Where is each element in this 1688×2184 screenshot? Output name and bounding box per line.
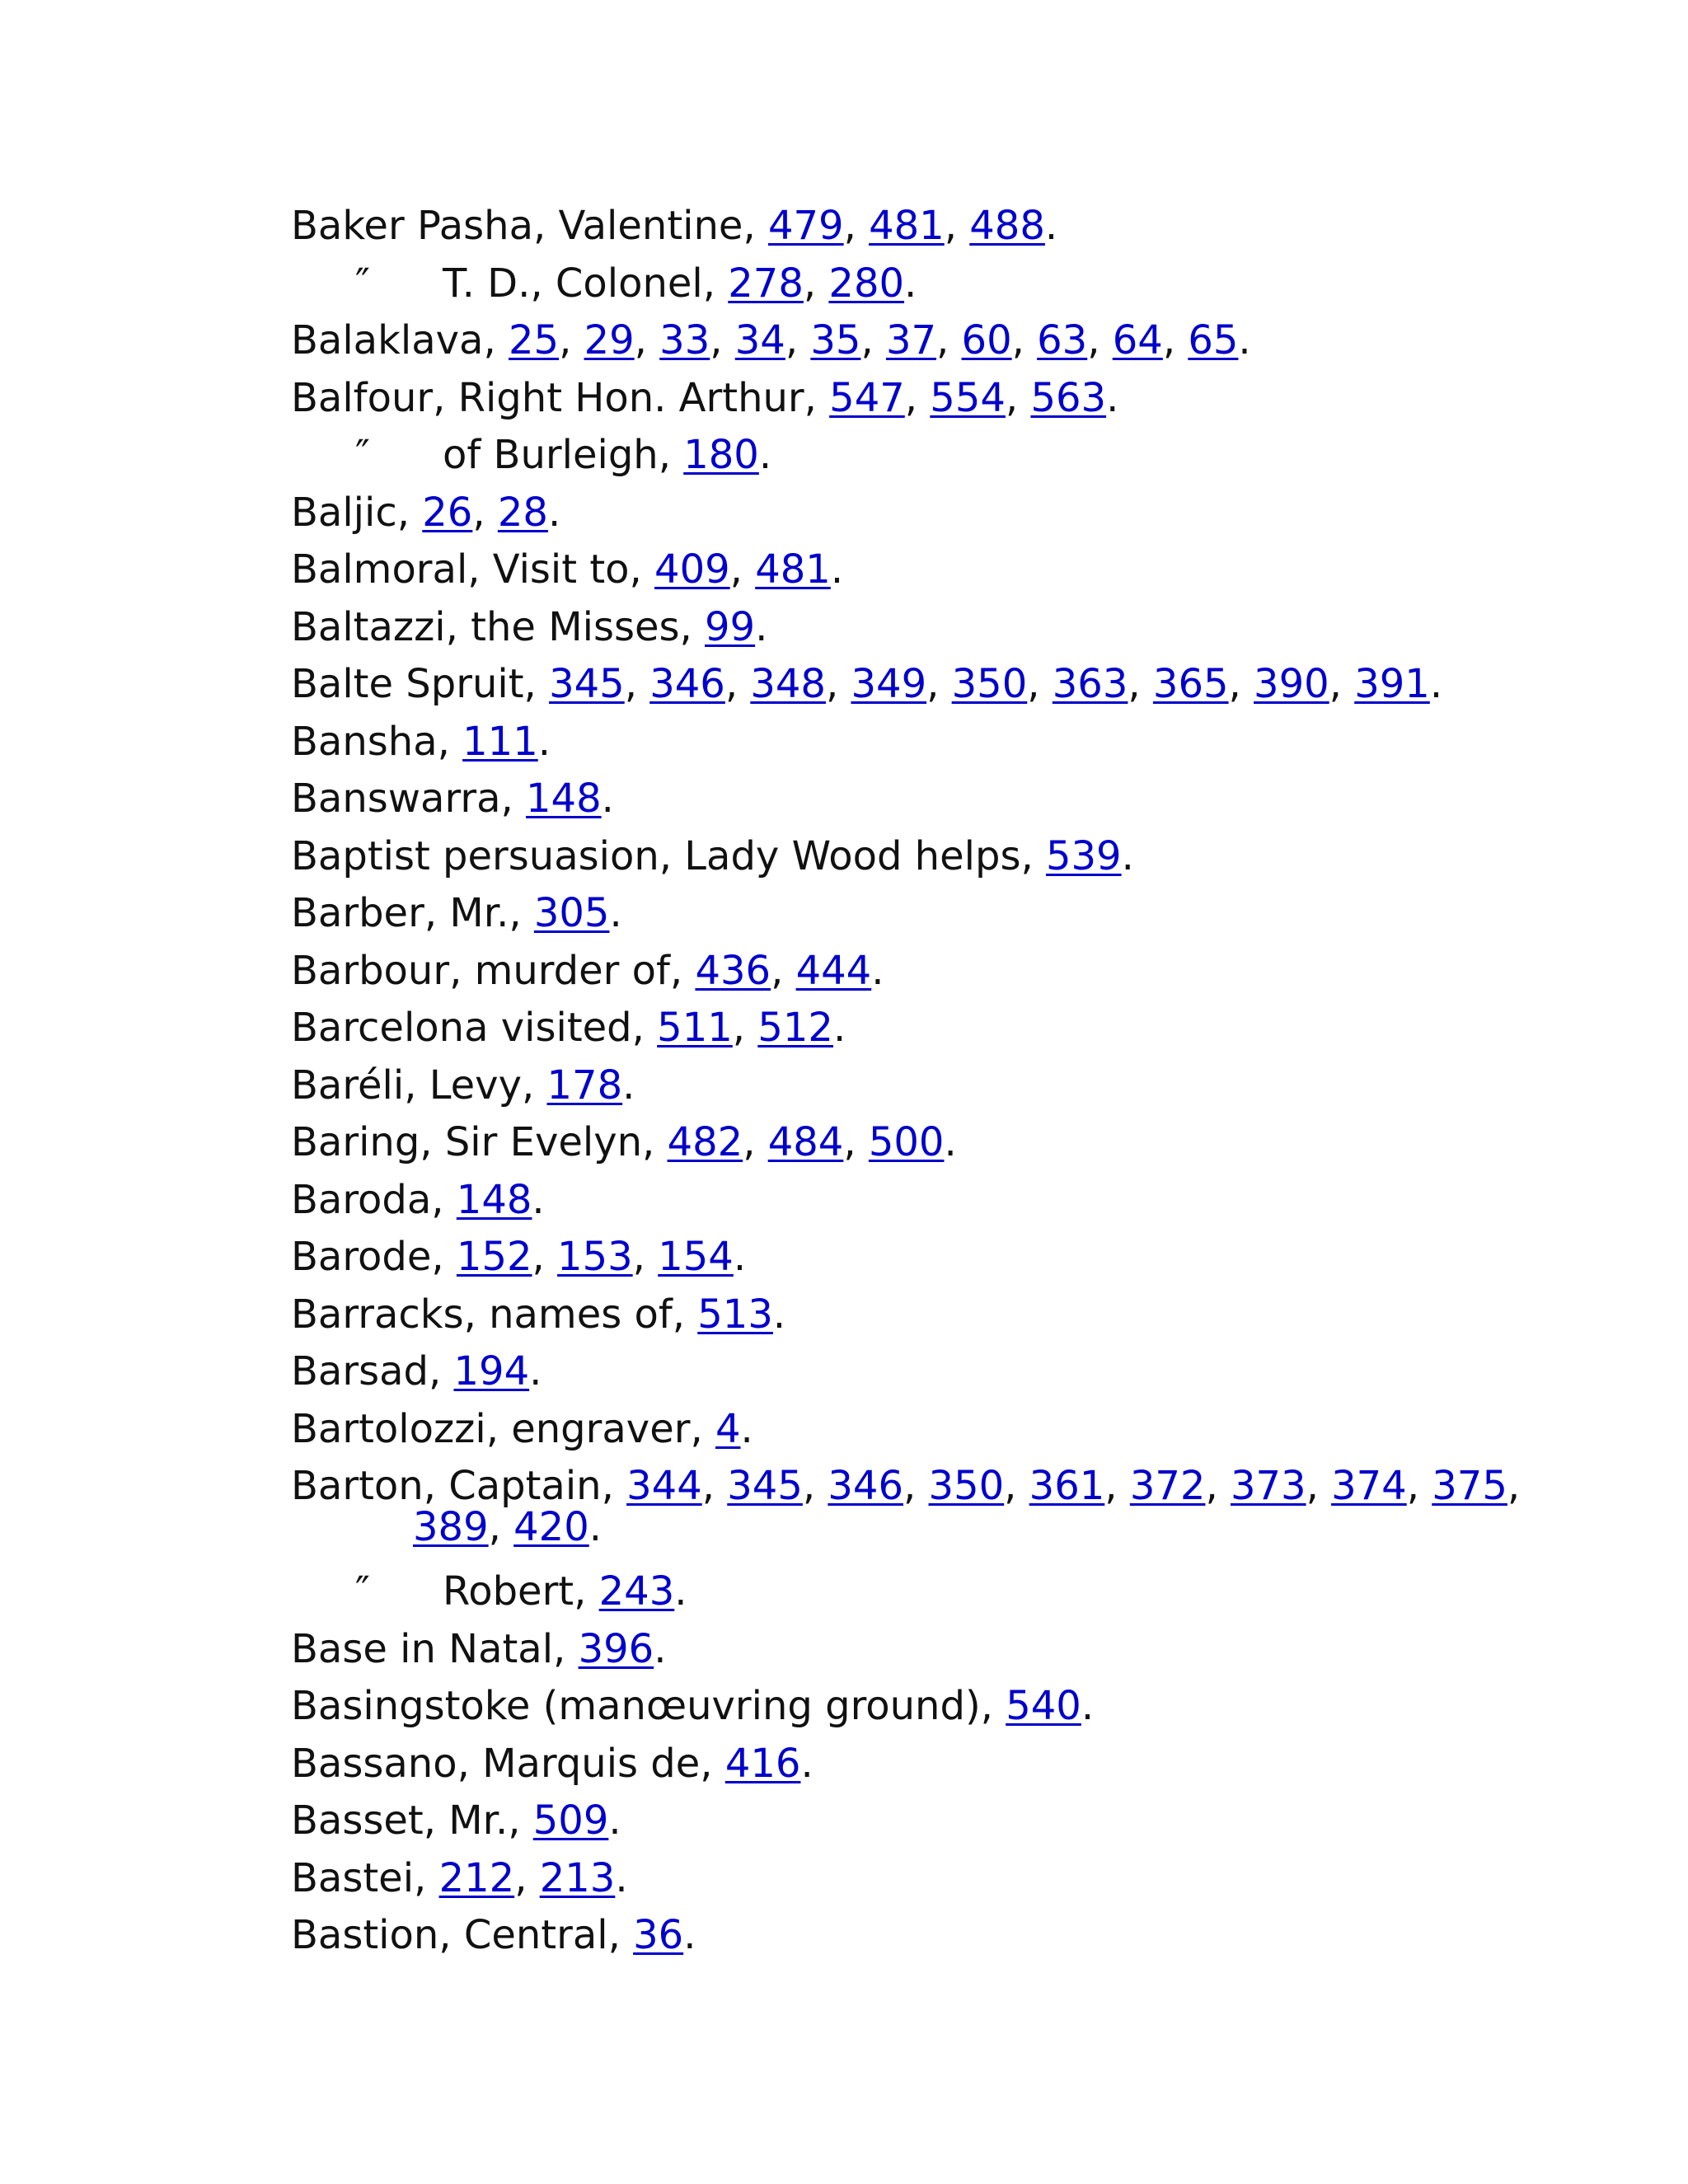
ditto-mark: ″	[355, 432, 370, 478]
entry-term: Barber, Mr.,	[291, 890, 534, 936]
separator: .	[615, 1854, 628, 1901]
page-link[interactable]: 484	[767, 1119, 844, 1165]
separator: .	[830, 546, 844, 593]
separator: ,	[860, 317, 886, 363]
separator: ,	[926, 661, 952, 707]
separator: ,	[785, 317, 811, 363]
page-link[interactable]: 99	[705, 603, 756, 650]
separator: ,	[488, 1503, 514, 1550]
entry-term: Banswarra,	[291, 776, 526, 822]
index-entry	[291, 1114, 1527, 1172]
page-link[interactable]: 153	[557, 1234, 633, 1280]
page-link[interactable]: 363	[1052, 661, 1128, 707]
index-entry	[291, 1343, 1527, 1401]
separator: .	[1429, 661, 1443, 707]
entry-term: Baring, Sir Evelyn,	[291, 1119, 668, 1165]
separator: ,	[1162, 317, 1189, 363]
page-link[interactable]: 278	[728, 260, 804, 307]
separator: .	[1081, 1683, 1095, 1729]
entry-term: Balfour, Right Hon. Arthur,	[291, 374, 830, 421]
separator: ,	[1306, 1463, 1332, 1509]
page-link[interactable]: 391	[1354, 661, 1430, 707]
separator: .	[588, 1503, 603, 1550]
separator: .	[622, 1062, 635, 1108]
entry-term: Barbour, murder of,	[291, 947, 696, 994]
separator: .	[683, 1912, 696, 1958]
entry-term: Baroda,	[291, 1176, 457, 1223]
entry-term: Barracks, names of,	[291, 1291, 698, 1338]
entry-term: Baréli, Levy,	[291, 1062, 547, 1108]
separator: ,	[944, 203, 970, 249]
page-link[interactable]: 539	[1045, 832, 1122, 879]
separator: ,	[1228, 661, 1254, 707]
separator: ,	[825, 661, 851, 707]
separator: ,	[743, 1119, 768, 1165]
entry-term: Bansha,	[291, 718, 463, 765]
page-link[interactable]: 554	[930, 374, 1006, 421]
page-link[interactable]: 513	[697, 1291, 773, 1338]
index-entry	[291, 1229, 1527, 1286]
page-link[interactable]: 4	[715, 1405, 741, 1452]
separator: ,	[514, 1854, 540, 1901]
entry-term: Baljic,	[291, 489, 423, 536]
separator: .	[609, 890, 622, 936]
page-link[interactable]: 194	[453, 1348, 530, 1394]
entry-term: Base in Natal,	[291, 1625, 579, 1672]
index-list	[291, 198, 1527, 1965]
page-link[interactable]: 212	[438, 1854, 515, 1901]
separator: ,	[771, 947, 796, 994]
page-link[interactable]: 420	[513, 1503, 589, 1550]
separator: ,	[632, 1234, 659, 1280]
index-entry	[291, 312, 1527, 370]
separator: ,	[1011, 317, 1038, 363]
separator: ,	[559, 317, 584, 363]
separator: ,	[1128, 661, 1153, 707]
page-link[interactable]: 213	[539, 1854, 616, 1901]
page-link[interactable]: 64	[1112, 317, 1163, 363]
page-link[interactable]: 25	[508, 317, 560, 363]
separator: ,	[1005, 374, 1031, 421]
page-link[interactable]: 349	[851, 661, 927, 707]
page-link[interactable]: 243	[598, 1568, 675, 1615]
index-entry	[291, 943, 1527, 1001]
page-link[interactable]: 500	[868, 1119, 945, 1165]
page-link[interactable]: 34	[734, 317, 785, 363]
page-link[interactable]: 361	[1029, 1463, 1105, 1509]
page-link[interactable]: 509	[532, 1797, 609, 1844]
page-link[interactable]: 28	[497, 489, 548, 536]
separator: .	[1238, 317, 1251, 363]
separator: .	[944, 1119, 957, 1165]
page-link[interactable]: 511	[657, 1005, 733, 1051]
entry-term: Baker Pasha, Valentine,	[291, 203, 768, 249]
separator: .	[904, 260, 917, 307]
separator: ,	[729, 546, 756, 593]
index-entry	[291, 1621, 1527, 1679]
page-link[interactable]: 152	[456, 1234, 532, 1280]
separator: .	[832, 1005, 846, 1051]
separator: ,	[701, 1463, 728, 1509]
page-link[interactable]: 346	[828, 1463, 904, 1509]
separator: ,	[1329, 661, 1355, 707]
page-link[interactable]: 111	[462, 718, 538, 765]
separator: ,	[903, 1463, 929, 1509]
page-link[interactable]: 148	[456, 1176, 532, 1223]
separator: ,	[803, 260, 829, 307]
index-subentry	[291, 1563, 1527, 1621]
entry-term: Barton, Captain,	[291, 1463, 627, 1509]
page-link[interactable]: 389	[413, 1503, 489, 1550]
separator: .	[800, 1740, 814, 1787]
page-link[interactable]: 35	[810, 317, 861, 363]
separator: ,	[1004, 1463, 1029, 1509]
index-entry	[291, 885, 1527, 943]
index-entry	[291, 656, 1527, 714]
index-entry	[291, 1907, 1527, 1965]
page-link[interactable]: 481	[869, 203, 945, 249]
page-link[interactable]: 345	[549, 661, 625, 707]
page-link[interactable]: 365	[1152, 661, 1229, 707]
entry-term: Bartolozzi, engraver,	[291, 1405, 715, 1452]
separator: ,	[1205, 1463, 1231, 1509]
separator: ,	[843, 203, 870, 249]
page-link[interactable]: 390	[1254, 661, 1329, 707]
separator: .	[1121, 832, 1134, 879]
page-link[interactable]: 33	[659, 317, 710, 363]
page-link[interactable]: 348	[750, 661, 826, 707]
index-subentry	[291, 255, 1527, 313]
separator: ,	[1104, 1463, 1130, 1509]
entry-term: Bassano, Marquis de,	[291, 1740, 725, 1787]
page-link[interactable]: 305	[533, 890, 610, 936]
page-link[interactable]: 26	[422, 489, 473, 536]
page-link[interactable]: 436	[695, 947, 771, 994]
separator: ,	[1406, 1463, 1432, 1509]
ditto-mark: ″	[355, 1568, 370, 1615]
page-link[interactable]: 416	[724, 1740, 801, 1787]
entry-term: Baltazzi, the Misses,	[291, 603, 706, 650]
page-link[interactable]: 178	[546, 1062, 623, 1108]
page-link[interactable]: 373	[1230, 1463, 1306, 1509]
separator: ,	[624, 661, 650, 707]
index-entry	[291, 1000, 1527, 1057]
index-subentry	[291, 427, 1527, 485]
separator: .	[547, 489, 561, 536]
index-entry	[291, 1736, 1527, 1793]
separator: ,	[904, 374, 931, 421]
entry-term: Balmoral, Visit to,	[291, 546, 655, 593]
page-link[interactable]: 280	[828, 260, 905, 307]
page-link[interactable]: 148	[526, 776, 602, 822]
separator: .	[537, 718, 551, 765]
entry-term: Balte Spruit,	[291, 661, 550, 707]
separator: ,	[634, 317, 660, 363]
page-link[interactable]: 346	[649, 661, 725, 707]
separator: ,	[724, 661, 751, 707]
separator: .	[529, 1348, 542, 1394]
index-entry	[291, 1458, 1527, 1563]
entry-term: Barsad,	[291, 1348, 454, 1394]
index-entry	[291, 828, 1527, 886]
page-link[interactable]: 154	[658, 1234, 734, 1280]
index-entry	[291, 1172, 1527, 1230]
index-entry	[291, 541, 1527, 599]
page-link[interactable]: 345	[727, 1463, 803, 1509]
index-entry	[291, 1401, 1527, 1459]
separator: .	[740, 1405, 753, 1452]
entry-term: Basingstoke (manœuvring ground),	[291, 1683, 1006, 1729]
index-entry	[291, 1286, 1527, 1344]
page-link[interactable]: 37	[885, 317, 937, 363]
page-link[interactable]: 350	[951, 661, 1028, 707]
index-entry	[291, 1678, 1527, 1736]
separator: .	[601, 776, 614, 822]
page-link[interactable]: 481	[755, 546, 831, 593]
page-link[interactable]: 344	[626, 1463, 702, 1509]
separator: ,	[1507, 1463, 1521, 1509]
separator: ,	[710, 317, 735, 363]
page-link[interactable]: 372	[1129, 1463, 1206, 1509]
separator: .	[674, 1568, 687, 1615]
page-link[interactable]: 350	[928, 1463, 1005, 1509]
page-link[interactable]: 482	[667, 1119, 743, 1165]
page-link[interactable]: 396	[578, 1625, 654, 1672]
separator: .	[1044, 203, 1058, 249]
index-entry	[291, 771, 1527, 828]
separator: ,	[936, 317, 962, 363]
index-entry	[291, 370, 1527, 428]
separator: ,	[472, 489, 498, 536]
separator: ,	[732, 1005, 758, 1051]
separator: ,	[1087, 317, 1113, 363]
separator: .	[755, 603, 768, 650]
entry-term: Bastion, Central,	[291, 1912, 634, 1958]
separator: .	[733, 1234, 747, 1280]
separator: .	[654, 1625, 667, 1672]
ditto-mark: ″	[355, 260, 370, 307]
index-entry	[291, 1793, 1527, 1850]
page-link[interactable]: 374	[1331, 1463, 1407, 1509]
page-link[interactable]: 60	[961, 317, 1012, 363]
index-entry	[291, 1850, 1527, 1908]
entry-term: Baptist persuasion, Lady Wood helps,	[291, 832, 1046, 879]
entry-term: of Burleigh,	[443, 432, 684, 478]
separator: ,	[843, 1119, 869, 1165]
page-link[interactable]: 180	[683, 432, 759, 478]
index-entry	[291, 714, 1527, 771]
separator: .	[772, 1291, 786, 1338]
separator: .	[758, 432, 772, 478]
page-link[interactable]: 512	[757, 1005, 833, 1051]
entry-term: Balaklava,	[291, 317, 509, 363]
entry-term: T. D., Colonel,	[443, 260, 729, 307]
entry-term: Basset, Mr.,	[291, 1797, 533, 1844]
entry-term: Barode,	[291, 1234, 457, 1280]
entry-term: Bastei,	[291, 1854, 439, 1901]
page-link[interactable]: 479	[767, 203, 844, 249]
page-link[interactable]: 63	[1037, 317, 1088, 363]
separator: ,	[1027, 661, 1053, 707]
page-link[interactable]: 65	[1188, 317, 1239, 363]
separator: .	[532, 1176, 545, 1223]
page-link[interactable]: 29	[584, 317, 635, 363]
page-link[interactable]: 444	[795, 947, 872, 994]
entry-term: Robert,	[443, 1568, 599, 1615]
index-entry	[291, 198, 1527, 255]
page-link[interactable]: 547	[829, 374, 905, 421]
separator: .	[608, 1797, 621, 1844]
page-link[interactable]: 540	[1006, 1683, 1081, 1729]
separator: ,	[802, 1463, 828, 1509]
separator: .	[1106, 374, 1119, 421]
entry-term: Barcelona visited,	[291, 1005, 658, 1051]
page-link[interactable]: 488	[969, 203, 1045, 249]
page-link[interactable]: 409	[654, 546, 730, 593]
index-entry	[291, 599, 1527, 657]
page-link[interactable]: 375	[1432, 1463, 1507, 1509]
index-entry	[291, 485, 1527, 542]
separator: ,	[532, 1234, 558, 1280]
page-link[interactable]: 563	[1030, 374, 1107, 421]
page-link[interactable]: 36	[633, 1912, 684, 1958]
separator: .	[871, 947, 884, 994]
index-entry	[291, 1057, 1527, 1115]
